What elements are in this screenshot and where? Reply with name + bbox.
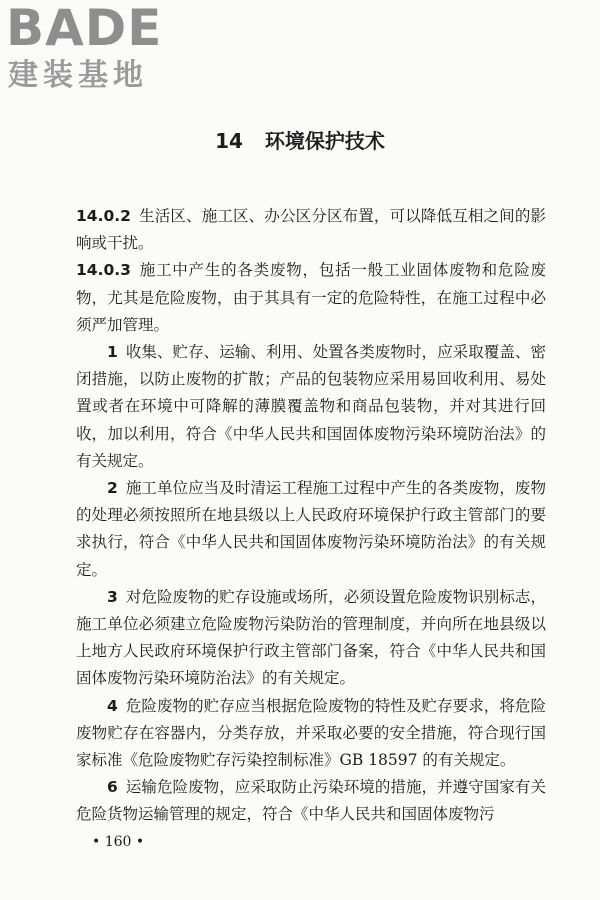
clause-number: 14.0.2 — [76, 207, 131, 225]
item-text: 收集、贮存、运输、利用、处置各类废物时，应采取覆盖、密闭措施，以防止废物的扩散；产品的包装物应采用易回收利用、易处置或者在环境中可降解的薄膜覆盖物和商品包装物，并对其进行回收，加以利用，符合《中华人民共和国固体废物污染环境防治法》的有关规定。 — [76, 343, 546, 470]
item-number: 6 — [107, 778, 118, 797]
brand-logo — [6, 0, 186, 96]
item-text: 施工单位应当及时清运工程施工过程中产生的各类废物，废物的处理必须按照所在地县级以上人民政府环境保护行政主管部门的要求执行，符合《中华人民共和国固体废物污染环境防治法》的有关规定。 — [76, 479, 546, 579]
item-text: 危险废物的贮存应当根据危险废物的特性及贮存要求，将危险废物贮存在容器内，分类存放，并采取必要的安全措施，符合现行国家标准《危险废物贮存污染控制标准》GB 18597 的有关规定。 — [76, 696, 546, 770]
logo-subtitle: 建装基地 — [8, 58, 148, 93]
clause-number: 14.0.3 — [76, 261, 131, 280]
item-number: 2 — [107, 479, 118, 498]
clause-paragraph — [76, 257, 546, 339]
chapter-title-text: 环境保护技术 — [264, 129, 385, 153]
item-paragraph — [76, 475, 546, 584]
item-paragraph — [76, 774, 546, 828]
item-number: 1 — [107, 343, 118, 362]
clause-text: 生活区、施工区、办公区分区布置，可以降低互相之间的影响或干扰。 — [76, 207, 546, 253]
chapter-title — [0, 126, 600, 156]
chapter-number: 14 — [215, 129, 243, 153]
page-body — [76, 203, 546, 829]
item-paragraph — [76, 693, 546, 775]
item-text: 运输危险废物，应采取防止污染环境的措施，并遵守国家有关危险货物运输管理的规定，符合《中华人民共和国固体废物污 — [76, 778, 546, 824]
clause-text: 施工中产生的各类废物，包括一般工业固体废物和危险废物，尤其是危险废物，由于其具有一定的危险特性，在施工过程中必须严加管理。 — [76, 261, 546, 334]
item-paragraph — [76, 584, 546, 693]
item-text: 对危险废物的贮存设施或场所，必须设置危险废物识别标志，施工单位必须建立危险废物污染防治的管理制度，并向所在地县级以上地方人民政府环境保护行政主管部门备案，符合《中华人民共和国固体废物污染环境防治法》的有关规定。 — [76, 587, 546, 688]
item-paragraph — [76, 339, 546, 475]
logo-wordmark: BADE — [6, 0, 163, 57]
clause-paragraph — [76, 203, 546, 257]
item-number: 4 — [107, 696, 118, 715]
page-number: • 160 • — [92, 834, 145, 850]
item-number: 3 — [107, 587, 118, 606]
